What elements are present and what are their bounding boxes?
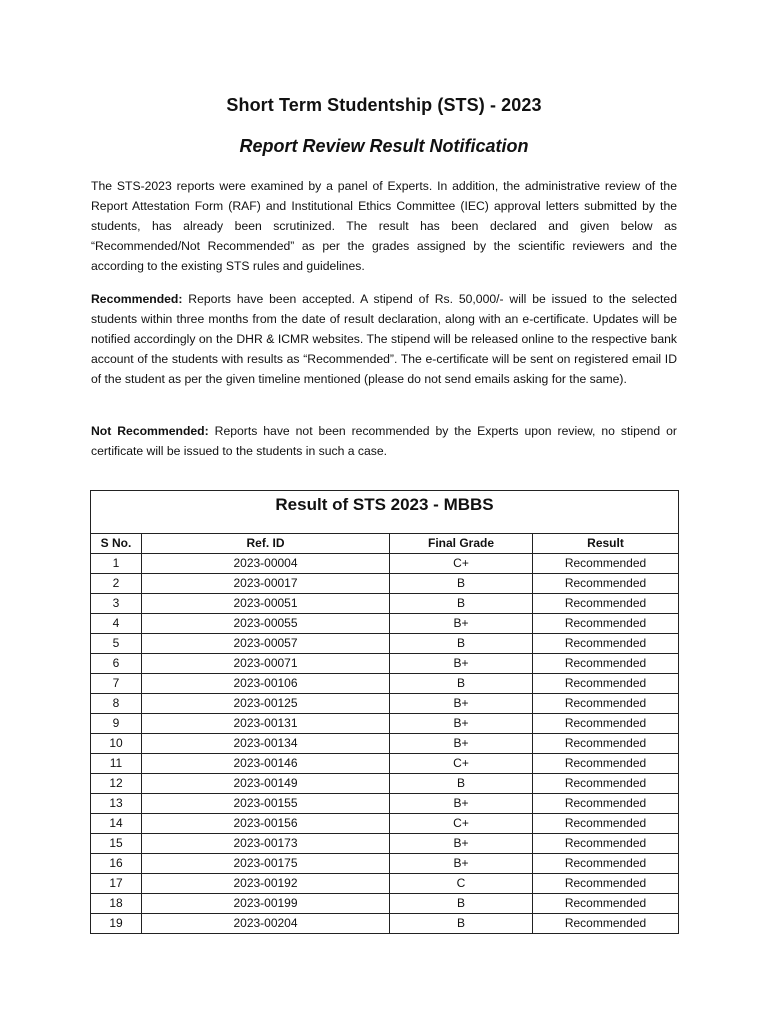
cell-result: Recommended — [533, 854, 679, 874]
column-header-result: Result — [533, 534, 679, 554]
cell-ref-id: 2023-00156 — [142, 814, 390, 834]
cell-final-grade: B+ — [390, 714, 533, 734]
table-row — [91, 774, 679, 794]
cell-ref-id: 2023-00155 — [142, 794, 390, 814]
cell-sno: 16 — [91, 854, 142, 874]
column-header-final-grade: Final Grade — [390, 534, 533, 554]
cell-result: Recommended — [533, 894, 679, 914]
cell-final-grade: B+ — [390, 834, 533, 854]
table-row — [91, 754, 679, 774]
cell-sno: 8 — [91, 694, 142, 714]
table-header-row — [91, 534, 679, 554]
table-row — [91, 674, 679, 694]
cell-final-grade: B — [390, 674, 533, 694]
cell-sno: 6 — [91, 654, 142, 674]
table-row — [91, 654, 679, 674]
table-caption: Result of STS 2023 - MBBS — [91, 491, 679, 534]
cell-ref-id: 2023-00149 — [142, 774, 390, 794]
table-row — [91, 694, 679, 714]
table-row — [91, 874, 679, 894]
table-row — [91, 794, 679, 814]
cell-result: Recommended — [533, 774, 679, 794]
cell-final-grade: B — [390, 894, 533, 914]
table-row — [91, 814, 679, 834]
cell-sno: 19 — [91, 914, 142, 934]
table-row — [91, 734, 679, 754]
cell-sno: 11 — [91, 754, 142, 774]
table-body — [91, 554, 679, 934]
cell-sno: 1 — [91, 554, 142, 574]
cell-sno: 7 — [91, 674, 142, 694]
cell-result: Recommended — [533, 914, 679, 934]
cell-sno: 14 — [91, 814, 142, 834]
results-table — [90, 490, 679, 934]
cell-ref-id: 2023-00192 — [142, 874, 390, 894]
cell-ref-id: 2023-00051 — [142, 594, 390, 614]
cell-ref-id: 2023-00057 — [142, 634, 390, 654]
column-header-sno: S No. — [91, 534, 142, 554]
cell-final-grade: B — [390, 634, 533, 654]
cell-final-grade: B — [390, 774, 533, 794]
cell-sno: 18 — [91, 894, 142, 914]
document-title: Short Term Studentship (STS) - 2023 — [226, 95, 542, 115]
cell-sno: 4 — [91, 614, 142, 634]
cell-sno: 13 — [91, 794, 142, 814]
cell-final-grade: C+ — [390, 754, 533, 774]
table-row — [91, 914, 679, 934]
recommended-label: Recommended: — [91, 292, 183, 306]
cell-sno: 9 — [91, 714, 142, 734]
cell-sno: 2 — [91, 574, 142, 594]
column-header-ref-id: Ref. ID — [142, 534, 390, 554]
cell-ref-id: 2023-00146 — [142, 754, 390, 774]
cell-result: Recommended — [533, 634, 679, 654]
cell-final-grade: B+ — [390, 794, 533, 814]
cell-sno: 12 — [91, 774, 142, 794]
cell-ref-id: 2023-00106 — [142, 674, 390, 694]
not-recommended-text: Reports have not been recommended by the Experts upon review, no stipend or certificate will be issued to the students in such a case. — [91, 424, 677, 458]
intro-paragraph: The STS-2023 reports were examined by a panel of Experts. In addition, the administrative review of the Report Attestation Form (RAF) and Institutional Ethics Committee (IEC) approval letters submitted by the students, has already been scrutinized. The result has been declared and given below as “Recommended/Not Recommended” as per the grades assigned by the scientific reviewers and the according to the existing STS rules and guidelines. — [91, 179, 677, 273]
cell-ref-id: 2023-00175 — [142, 854, 390, 874]
cell-ref-id: 2023-00055 — [142, 614, 390, 634]
cell-final-grade: B — [390, 594, 533, 614]
table-row — [91, 634, 679, 654]
cell-result: Recommended — [533, 614, 679, 634]
cell-result: Recommended — [533, 694, 679, 714]
cell-final-grade: C+ — [390, 554, 533, 574]
cell-sno: 3 — [91, 594, 142, 614]
cell-final-grade: B — [390, 574, 533, 594]
cell-final-grade: B+ — [390, 734, 533, 754]
cell-final-grade: B+ — [390, 614, 533, 634]
cell-result: Recommended — [533, 834, 679, 854]
cell-final-grade: C — [390, 874, 533, 894]
table-row — [91, 574, 679, 594]
cell-sno: 10 — [91, 734, 142, 754]
not-recommended-paragraph — [91, 421, 677, 461]
cell-ref-id: 2023-00131 — [142, 714, 390, 734]
cell-result: Recommended — [533, 714, 679, 734]
cell-sno: 15 — [91, 834, 142, 854]
cell-result: Recommended — [533, 874, 679, 894]
cell-ref-id: 2023-00004 — [142, 554, 390, 574]
not-recommended-label: Not Recommended: — [91, 424, 209, 438]
cell-ref-id: 2023-00017 — [142, 574, 390, 594]
cell-ref-id: 2023-00173 — [142, 834, 390, 854]
cell-ref-id: 2023-00204 — [142, 914, 390, 934]
cell-ref-id: 2023-00134 — [142, 734, 390, 754]
cell-sno: 5 — [91, 634, 142, 654]
cell-result: Recommended — [533, 654, 679, 674]
table-row — [91, 594, 679, 614]
cell-ref-id: 2023-00071 — [142, 654, 390, 674]
cell-result: Recommended — [533, 734, 679, 754]
cell-ref-id: 2023-00199 — [142, 894, 390, 914]
cell-result: Recommended — [533, 594, 679, 614]
table-row — [91, 894, 679, 914]
cell-result: Recommended — [533, 674, 679, 694]
cell-final-grade: B+ — [390, 854, 533, 874]
recommended-paragraph — [91, 289, 677, 389]
cell-final-grade: B+ — [390, 654, 533, 674]
cell-ref-id: 2023-00125 — [142, 694, 390, 714]
cell-result: Recommended — [533, 754, 679, 774]
table-row — [91, 554, 679, 574]
table-row — [91, 614, 679, 634]
cell-result: Recommended — [533, 814, 679, 834]
table-row — [91, 834, 679, 854]
cell-result: Recommended — [533, 554, 679, 574]
cell-final-grade: B — [390, 914, 533, 934]
cell-result: Recommended — [533, 574, 679, 594]
document-subtitle: Report Review Result Notification — [239, 136, 529, 156]
cell-final-grade: C+ — [390, 814, 533, 834]
recommended-text: Reports have been accepted. A stipend of Rs. 50,000/- will be issued to the selected students within three months from the date of result declaration, along with an e-certificate. Updates will be notified accordingly on the DHR & ICMR websites. The stipend will be released online to the respective bank account of the students with results as “Recommended”. The e-certificate will be sent on registered email ID of the student as per the given timeline mentioned (please do not send emails asking for the same). — [91, 292, 677, 386]
table-row — [91, 714, 679, 734]
cell-final-grade: B+ — [390, 694, 533, 714]
table-row — [91, 854, 679, 874]
cell-sno: 17 — [91, 874, 142, 894]
cell-result: Recommended — [533, 794, 679, 814]
